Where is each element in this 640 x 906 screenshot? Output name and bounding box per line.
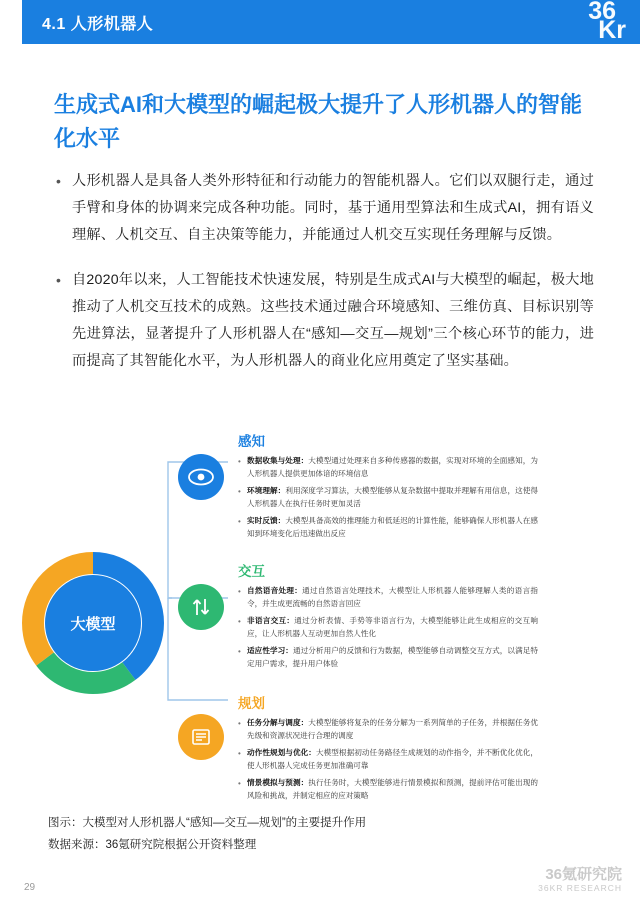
bullet-marker: • — [238, 749, 241, 759]
list-item — [238, 585, 538, 610]
logo-line-2: Kr — [598, 16, 626, 44]
figure-caption: 图示：大模型对人形机器人“感知—交互—规划”的主要提升作用 — [48, 817, 367, 829]
list-item — [54, 168, 594, 249]
item-text — [247, 585, 538, 610]
section-heading: 规划 — [238, 696, 265, 711]
section-heading: 感知 — [238, 434, 265, 449]
bullet-marker: • — [56, 173, 61, 189]
section-interaction — [238, 560, 538, 676]
section-planning — [238, 692, 538, 808]
item-body: 大模型能够将复杂的任务分解为一系列简单的子任务，并根据任务优先级和资源状况进行合理的调度 — [247, 718, 539, 740]
section-items — [238, 455, 538, 541]
item-label: 非语言交互： — [247, 616, 295, 626]
item-label: 动作性规划与优化： — [247, 748, 316, 758]
figure-notes — [48, 812, 608, 856]
bullet-marker: • — [238, 647, 241, 657]
item-body: 大模型具备高效的推理能力和低延迟的计算性能，能够确保人形机器人在感知到环境变化后迅速做出反应 — [247, 516, 539, 538]
bullet-marker: • — [238, 779, 241, 789]
list-item — [238, 645, 538, 670]
item-body: 通过分析用户的反馈和行为数据，模型能够自动调整交互方式，以满足特定用户需求，提升用户体验 — [247, 646, 539, 668]
item-body: 通过分析表情、手势等非语言行为，大模型能够让此生成相应的交互响应，让人形机器人互动更加自然人性化 — [247, 616, 538, 638]
item-label: 适应性学习： — [247, 646, 293, 656]
checklist-robot-icon — [178, 714, 224, 760]
bullet-marker: • — [238, 587, 241, 596]
item-body: 大模型根据初动任务路径生成规划的动作指令，并不断优化优化，使人形机器人完成任务更加准确可靠 — [247, 748, 538, 770]
section-heading: 交互 — [238, 564, 265, 579]
bullet-text: 自2020年以来，人工智能技术快速发展，特别是生成式AI与大模型的崛起，极大地推动了人机交互技术的成熟。这些技术通过融合环境感知、三维仿真、目标识别等先进算法，显著提升了人形机器人在“感知—交互—规划”三个核心环节的能力，进而提高了其智能化水平，为人形机器人的商业化应用奠定了坚实基础。 — [72, 272, 594, 369]
item-text — [247, 777, 538, 802]
list-item — [54, 267, 594, 375]
item-body: 大模型通过处理来自多种传感器的数据，实现对环境的全面感知，为人形机器人提供更加体谙的环境信息 — [247, 456, 539, 478]
bullet-marker: • — [238, 517, 241, 527]
item-body: 执行任务时，大模型能够进行情景模拟和预测，提前评估可能出现的风险和挑战，并制定相应的应对策略 — [247, 778, 539, 800]
footer-brand-cn: 36氪研究院 — [545, 866, 622, 883]
item-label: 任务分解与调度： — [247, 718, 309, 727]
item-text — [247, 515, 538, 540]
donut-center-disc — [45, 575, 141, 671]
list-item — [238, 615, 538, 640]
eye-icon — [178, 454, 224, 500]
item-body: 利用深度学习算法，大模型能够从复杂数据中提取并理解有用信息，这使得人形机器人在执行任务时更加灵活 — [247, 486, 539, 508]
list-item — [238, 515, 538, 540]
item-label: 数据收集与处理： — [247, 456, 309, 465]
page-title: 生成式AI和大模型的崛起极大提升了人形机器人的智能化水平 — [54, 92, 583, 151]
bullet-marker: • — [238, 617, 241, 627]
section-items — [238, 717, 538, 803]
item-text — [247, 717, 538, 742]
bullet-marker: • — [238, 719, 241, 728]
bullet-text: 人形机器人是具备人类外形特征和行动能力的智能机器人。它们以双腿行走，通过手臂和身体的协调来完成各种功能。同时，基于通用型算法和生成式AI，拥有语义理解、人机交互、自主决策等能力，并能通过人机交互实现任务理解与反馈。 — [72, 173, 594, 243]
section-items — [238, 585, 538, 671]
page-number: 29 — [24, 882, 36, 893]
item-text — [247, 747, 538, 772]
bullet-marker: • — [238, 487, 241, 497]
capability-diagram — [0, 430, 640, 800]
item-label: 情景模拟与预测： — [247, 778, 309, 788]
item-text — [247, 455, 538, 480]
footer-brand-en: 36KR RESEARCH — [538, 883, 622, 893]
item-label: 自然语音处理： — [247, 586, 303, 595]
item-body: 通过自然语言处理技术，大模型让人形机器人能够理解人类的语言指令，并生成更流畅的自然语言回应 — [247, 586, 538, 608]
data-source: 数据来源：36氪研究院根据公开资料整理 — [48, 839, 257, 851]
footer-brand — [538, 866, 622, 893]
section-title: 4.1 人形机器人 — [42, 15, 154, 33]
list-item — [238, 717, 538, 742]
bullet-list — [54, 168, 594, 393]
logo-line-1: 36 — [588, 0, 617, 25]
list-item — [238, 747, 538, 772]
bullet-marker: • — [56, 272, 61, 288]
list-item — [238, 777, 538, 802]
list-item — [238, 455, 538, 480]
item-label: 环境理解： — [247, 486, 286, 496]
brand-logo-36kr — [588, 0, 626, 44]
list-item — [238, 485, 538, 510]
section-perception — [238, 430, 538, 546]
item-text — [247, 615, 538, 640]
header-left-notch — [0, 0, 22, 44]
exchange-arrows-icon — [178, 584, 224, 630]
item-label: 实时反馈： — [247, 516, 286, 526]
bullet-marker: • — [238, 457, 241, 466]
item-text — [247, 485, 538, 510]
donut-center-label: 大模型 — [70, 615, 116, 633]
page-header — [0, 0, 640, 44]
item-text — [247, 645, 538, 670]
donut-chart — [18, 548, 168, 698]
